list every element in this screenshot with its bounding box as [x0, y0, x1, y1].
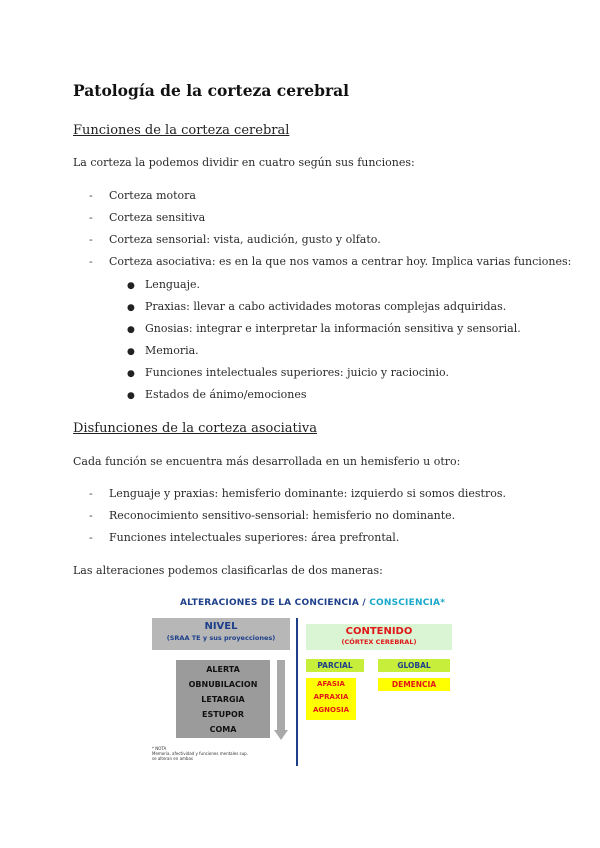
level-item: ESTUPOR — [201, 710, 244, 719]
parcial-disorders-box — [306, 678, 356, 720]
consciousness-diagram — [150, 592, 460, 772]
list-item — [89, 487, 506, 500]
sub-list-item — [127, 322, 521, 335]
demencia-box: DEMENCIA — [378, 678, 450, 691]
page-title: Patología de la corteza cerebral — [73, 81, 350, 100]
diagram-footnote: se alteran en ambas — [152, 756, 193, 761]
section2-intro: Cada función se encuentra más desarrollada en un hemisferio u otro: — [73, 455, 461, 468]
dash-marker: - — [89, 487, 93, 500]
list-item — [89, 189, 196, 202]
list-item-text: Reconocimiento sensitivo-sensorial: hemisferio no dominante. — [109, 509, 456, 522]
list-item — [89, 211, 205, 224]
list-item — [89, 233, 381, 246]
bullet-icon: ● — [127, 369, 135, 379]
list-item-text: Corteza motora — [109, 189, 196, 202]
dash-marker: - — [89, 255, 93, 268]
contenido-label: CONTENIDO — [345, 626, 413, 637]
sub-list-item-text: Gnosias: integrar e interpretar la información sensitiva y sensorial. — [145, 322, 521, 335]
section-heading-disfunciones: Disfunciones de la corteza asociativa — [73, 421, 318, 436]
sub-list-item — [127, 344, 199, 357]
level-item: LETARGIA — [201, 695, 245, 704]
bullet-icon: ● — [127, 391, 135, 401]
dash-marker: - — [89, 233, 93, 246]
section1-intro: La corteza la podemos dividir en cuatro según sus funciones: — [73, 156, 415, 169]
diagram-title-part2: CONSCIENCIA* — [369, 598, 446, 608]
sub-list-item-text: Memoria. — [145, 344, 199, 357]
nivel-box — [152, 618, 290, 650]
diagram-title-part1: ALTERACIONES DE LA CONCIENCIA — [180, 598, 360, 608]
bullet-icon: ● — [127, 347, 135, 357]
disorder-item: APRAXIA — [313, 693, 349, 701]
nivel-label: NIVEL — [204, 621, 238, 632]
sub-list-item-text: Estados de ánimo/emociones — [145, 388, 307, 401]
dash-marker: - — [89, 509, 93, 522]
levels-box — [176, 660, 270, 738]
level-item: ALERTA — [206, 665, 240, 674]
sub-list-item — [127, 278, 200, 291]
dash-marker: - — [89, 531, 93, 544]
list-item — [89, 255, 571, 268]
diagram-footnote: * NOTA — [152, 746, 167, 751]
sub-list-item — [127, 366, 449, 379]
sub-list-item — [127, 300, 506, 313]
list-item-text: Corteza sensitiva — [109, 211, 206, 224]
level-item: COMA — [209, 725, 237, 734]
sub-list-item-text: Funciones intelectuales superiores: juicio y raciocinio. — [145, 366, 449, 379]
contenido-sublabel: (CÓRTEX CEREBRAL) — [341, 638, 417, 646]
level-item: OBNUBILACION — [188, 680, 258, 689]
list-item — [89, 509, 455, 522]
contenido-box — [306, 624, 452, 650]
section2-outro: Las alteraciones podemos clasificarlas de dos maneras: — [73, 564, 383, 577]
diagram-title — [180, 598, 445, 608]
divider-line — [296, 618, 298, 766]
list-item — [89, 531, 399, 544]
nivel-sublabel: (SRAA TE y sus proyecciones) — [166, 634, 276, 642]
down-arrow-icon — [274, 730, 288, 740]
sub-list-item-text: Lenguaje. — [145, 278, 200, 291]
section-heading-funciones: Funciones de la corteza cerebral — [73, 123, 290, 138]
parcial-box: PARCIAL — [306, 659, 364, 672]
dash-marker: - — [89, 211, 93, 224]
list-item-text: Funciones intelectuales superiores: área prefrontal. — [109, 531, 400, 544]
global-box: GLOBAL — [378, 659, 450, 672]
diagram-title-separator: / — [359, 598, 370, 608]
list-item-text: Corteza asociativa: es en la que nos vamos a centrar hoy. Implica varias funciones: — [109, 255, 572, 268]
bullet-icon: ● — [127, 303, 135, 313]
diagram-footnote: Memoria, afectividad y funciones mentales sup. — [152, 751, 248, 756]
dash-marker: - — [89, 189, 93, 202]
list-item-text: Corteza sensorial: vista, audición, gusto y olfato. — [109, 233, 381, 246]
bullet-icon: ● — [127, 325, 135, 335]
disorder-item: AFASIA — [317, 680, 345, 688]
sub-list-item — [127, 388, 307, 401]
sub-list-item-text: Praxias: llevar a cabo actividades motoras complejas adquiridas. — [145, 300, 507, 313]
list-item-text: Lenguaje y praxias: hemisferio dominante: izquierdo si somos diestros. — [109, 487, 506, 500]
disorder-item: AGNOSIA — [312, 706, 350, 714]
down-arrow-shaft — [277, 660, 285, 732]
bullet-icon: ● — [127, 281, 135, 291]
